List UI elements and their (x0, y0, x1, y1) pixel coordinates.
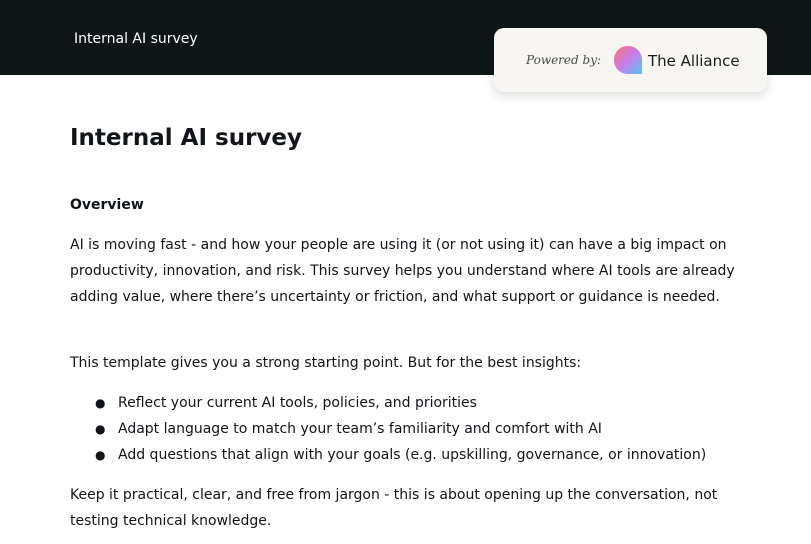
overview-heading: Overview (70, 197, 144, 213)
intro-paragraph: AI is moving fast - and how your people are using it (or not using it) can have a big impact on productivity, innovation, and risk. This survey helps you understand where AI tools are already adding value, where there’s uncertainty or friction, and what support or guidance is needed. (70, 237, 735, 305)
list-item (70, 442, 750, 468)
brand-name: The Alliance (648, 52, 740, 70)
bullet-dot: ● (95, 422, 106, 436)
tips-list (70, 390, 750, 468)
bullet-dot: ● (95, 396, 106, 410)
survey-content (70, 120, 750, 529)
alliance-logo-icon (613, 45, 643, 75)
page-title: Internal AI survey (70, 125, 303, 151)
list-item (70, 416, 750, 442)
list-item (70, 390, 750, 416)
list-item-text: Reflect your current AI tools, policies, and priorities (118, 395, 477, 411)
top-bar (0, 0, 811, 75)
list-item-text: Add questions that align with your goals (e.g. upskilling, governance, or innovation) (118, 447, 707, 463)
list-item-text: Adapt language to match your team’s familiarity and comfort with AI (118, 421, 602, 437)
powered-by-card[interactable] (494, 28, 767, 92)
powered-by-label: Powered by: (526, 53, 602, 67)
template-paragraph: This template gives you a strong starting point. But for the best insights: (70, 355, 582, 371)
bullet-dot: ● (95, 448, 106, 462)
header-title: Internal AI survey (74, 31, 198, 47)
closing-paragraph: Keep it practical, clear, and free from jargon - this is about opening up the conversation, not testing technical knowledge. (70, 487, 718, 529)
